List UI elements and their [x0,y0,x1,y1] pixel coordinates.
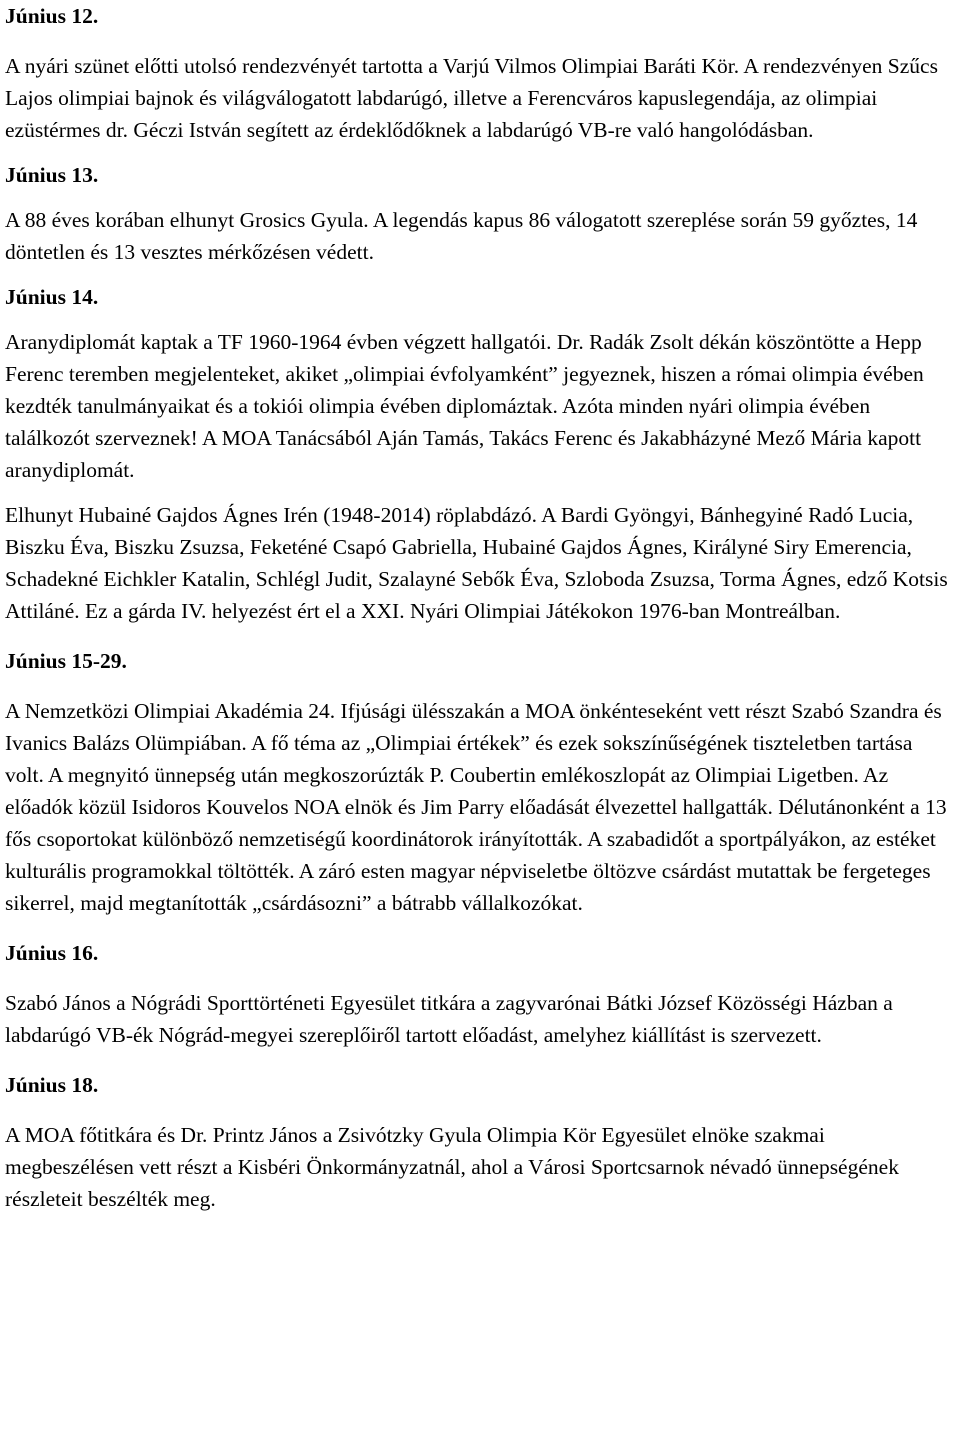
entry-june-12 [5,0,955,146]
entry-date: Június 13. [5,163,99,187]
entry-june-16 [5,937,955,1051]
entry-date: Június 16. [5,941,99,965]
entry-june-15-29 [5,645,955,919]
entry-paragraph: Aranydiplomát kaptak a TF 1960-1964 évben végzett hallgatói. Dr. Radák Zsolt dékán köszöntötte a Hepp Ferenc teremben megjelenteket, akiket „olimpiai évfolyamként” jegyeznek, hiszen a római olimpia évében kezdték tanulmányaikat és a tokiói olimpia évében diplomáztak. Azóta minden nyári olimpia évében találkozót szerveznek! A MOA Tanácsából Aján Tamás, Takács Ferenc és Jakabházyné Mező Mária kapott aranydiplomát. [5,330,924,482]
entry-date: Június 12. [5,4,99,28]
entry-date: Június 14. [5,285,99,309]
entry-paragraph: A MOA főtitkára és Dr. Printz János a Zsivótzky Gyula Olimpia Kör Egyesület elnöke szakmai megbeszélésen vett részt a Kisbéri Önkormányzatnál, ahol a Városi Sportcsarnok névadó ünnepségének részleteit beszélték meg. [5,1123,899,1211]
entry-paragraph: A Nemzetközi Olimpiai Akadémia 24. Ifjúsági ülésszakán a MOA önkénteseként vett részt Szabó Szandra és Ivanics Balázs Olümpiában. A fő téma az „Olimpiai értékek” és ezek sokszínűségének tiszteletben tartása volt. A megnyitó ünnepség után megkoszorúzták P. Coubertin emlékoszlopát az Olimpiai Ligetben. Az előadók közül Isidoros Kouvelos NOA elnök és Jim Parry előadását élvezettel hallgatták. Délutánonként a 13 fős csoportokat különböző nemzetiségű koordinátorok irányították. A szabadidőt a sportpályákon, az estéket kulturális programokkal töltötték. A záró esten magyar népviseletbe öltözve csárdást mutattak be fergeteges sikerrel, majd megtanították „csárdásozni” a bátrabb vállalkozókat. [5,699,947,915]
entry-paragraph: A 88 éves korában elhunyt Grosics Gyula. A legendás kapus 86 válogatott szereplése során 59 győztes, 14 döntetlen és 13 vesztes mérkőzésen védett. [5,208,918,264]
entry-date: Június 15-29. [5,649,127,673]
entry-paragraph: A nyári szünet előtti utolsó rendezvényét tartotta a Varjú Vilmos Olimpiai Baráti Kör. A rendezvényen Szűcs Lajos olimpiai bajnok és világválogatott labdarúgó, illetve a Ferencváros kapuslegendája, az olimpiai ezüstérmes dr. Géczi István segített az érdeklődőknek a labdarúgó VB-re való hangolódásban. [5,54,938,142]
entry-paragraph: Elhunyt Hubainé Gajdos Ágnes Irén (1948-2014) röplabdázó. A Bardi Gyöngyi, Bánhegyiné Radó Lucia, Biszku Éva, Biszku Zsuzsa, Feketéné Csapó Gabriella, Hubainé Gajdos Ágnes, Királyné Siry Emerencia, Schadekné Eichkler Katalin, Schlégl Judit, Szalayné Sebők Éva, Szloboda Zsuzsa, Torma Ágnes, edző Kotsis Attiláné. Ez a gárda IV. helyezést ért el a XXI. Nyári Olimpiai Játékokon 1976-ban Montreálban. [5,503,948,623]
entry-date: Június 18. [5,1073,99,1097]
entry-june-18 [5,1069,955,1215]
document-page [5,0,955,1215]
entry-paragraph: Szabó János a Nógrádi Sporttörténeti Egyesület titkára a zagyvarónai Bátki József Közösségi Házban a labdarúgó VB-ék Nógrád-megyei szereplőiről tartott előadást, amelyhez kiállítást is szervezett. [5,991,893,1047]
entry-june-13 [5,159,955,268]
entry-june-14 [5,281,955,627]
